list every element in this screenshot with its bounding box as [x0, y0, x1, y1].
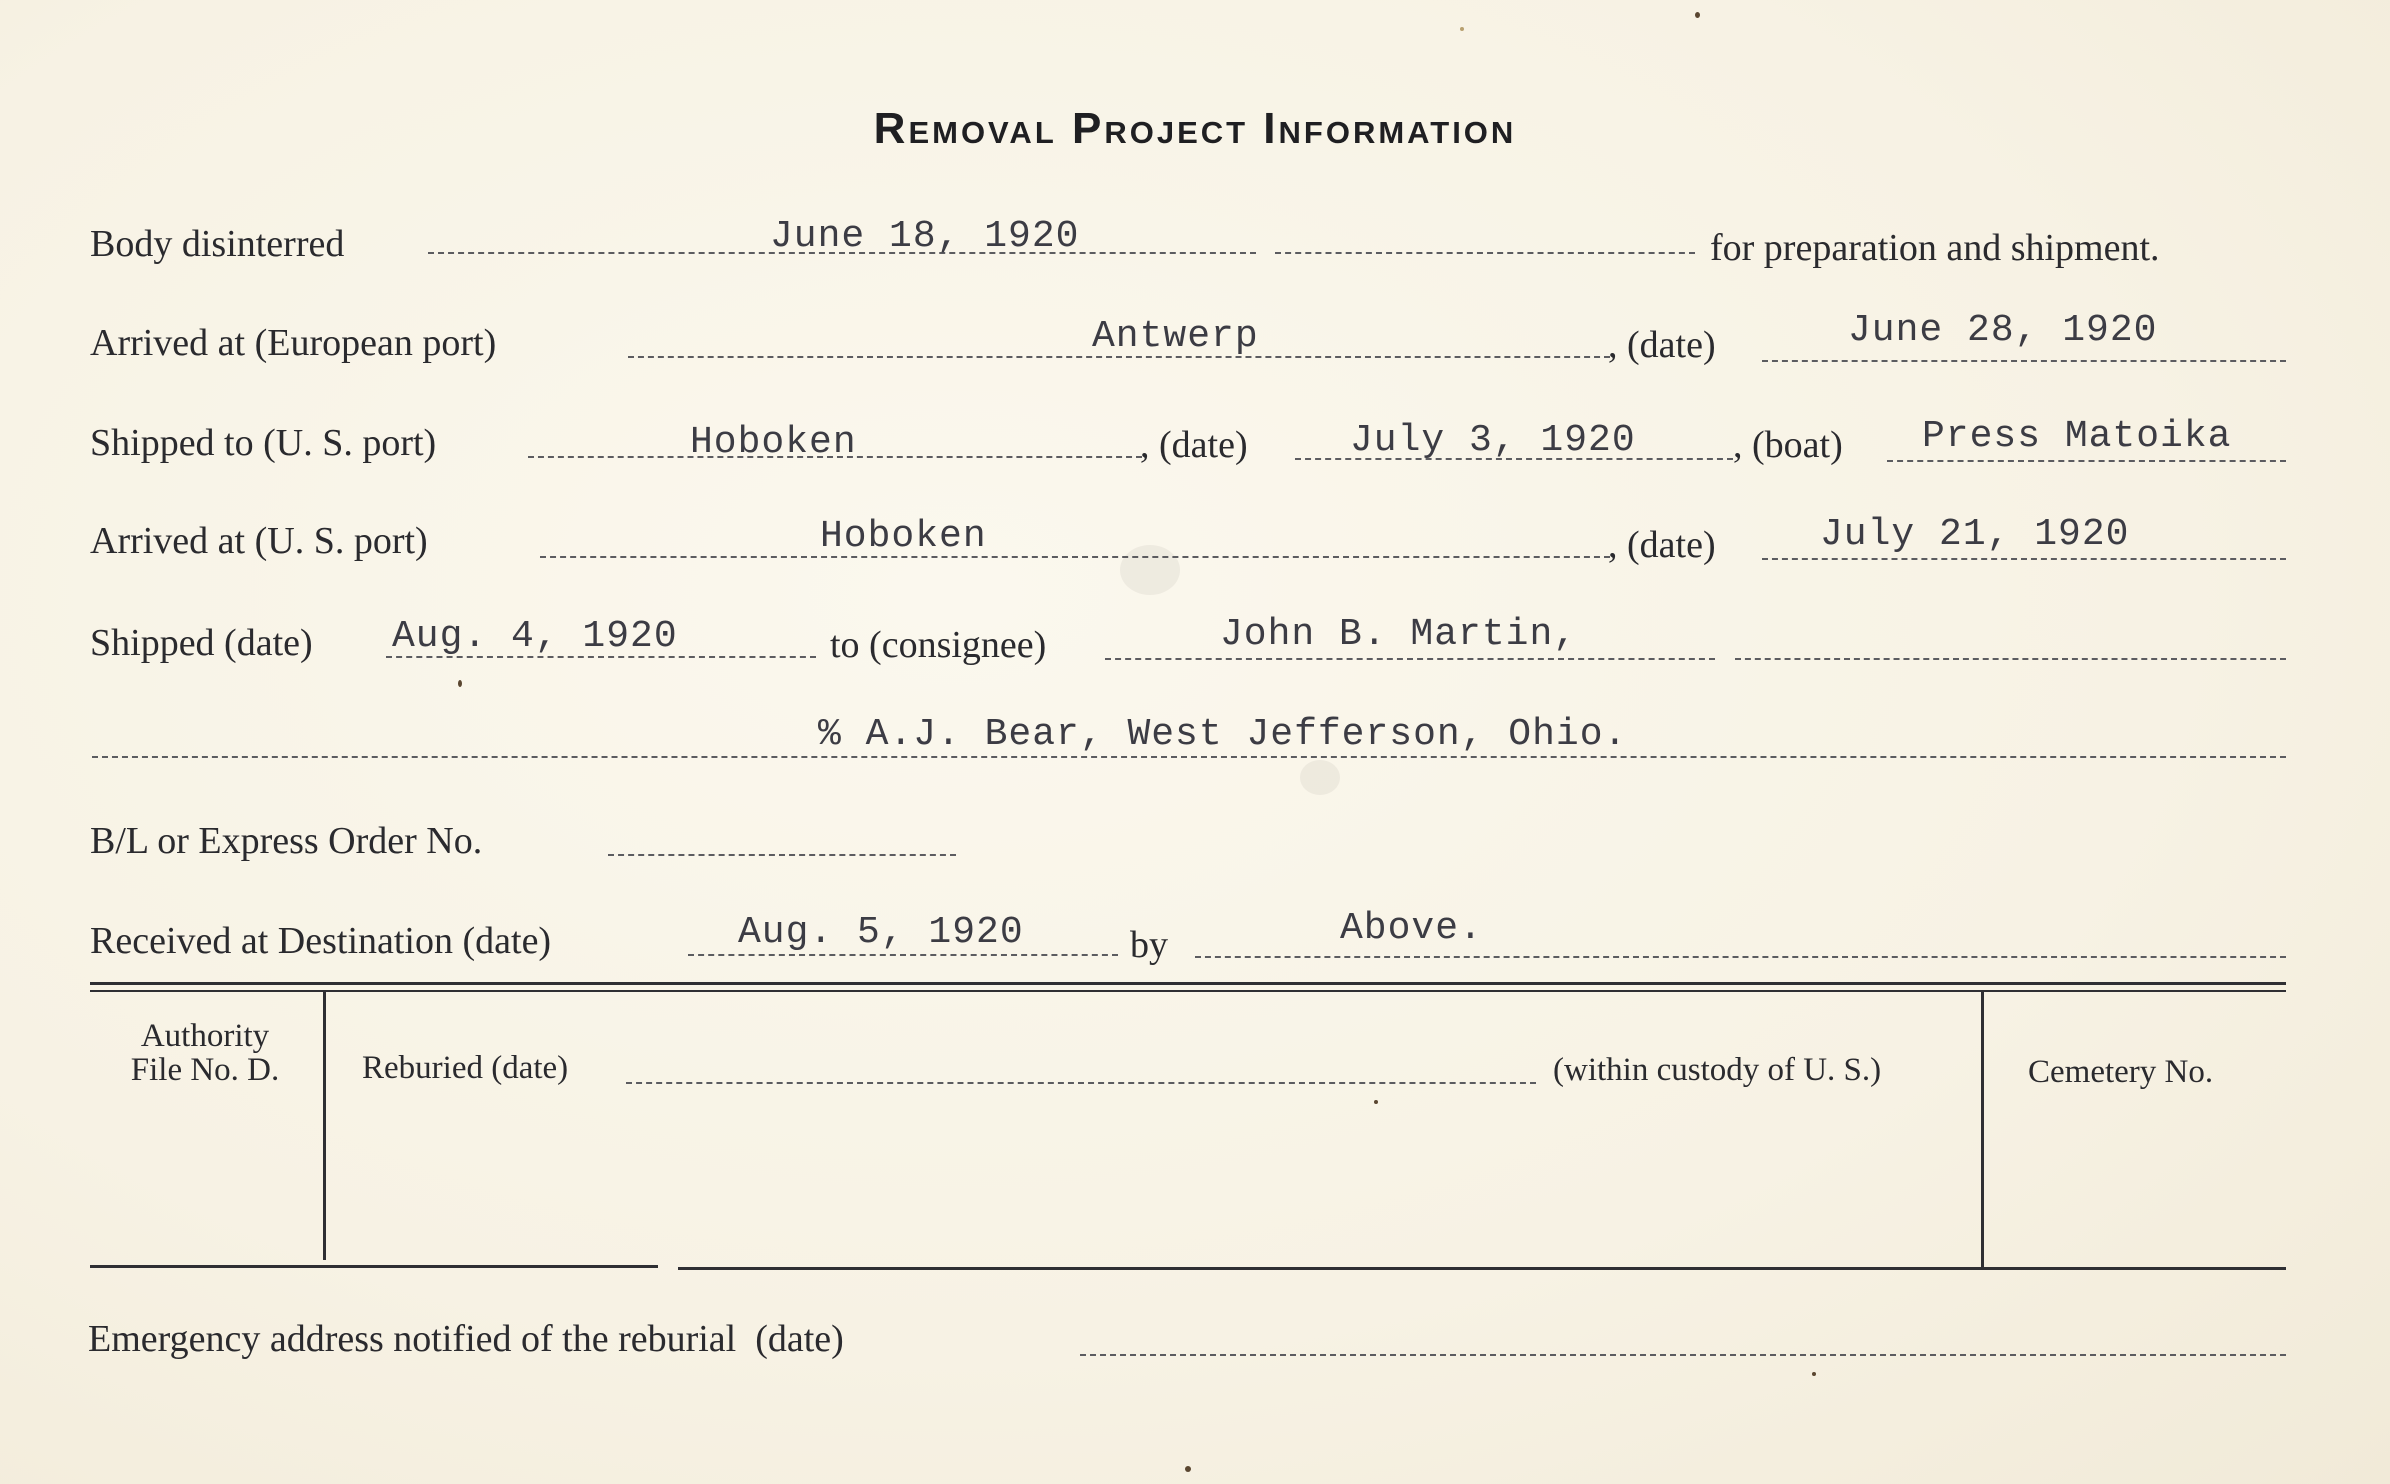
emergency-line	[1080, 1354, 2286, 1356]
consignee-value: John B. Martin,	[1220, 613, 1578, 656]
arrived-us-date-line	[1762, 558, 2286, 560]
shipped-us-boat-line	[1887, 460, 2286, 462]
table-bottom-rule-left	[90, 1265, 658, 1268]
authority-column-divider	[323, 992, 326, 1260]
emergency-label: Emergency address notified of the reburial (date)	[88, 1318, 844, 1360]
paper-speck	[1185, 1466, 1191, 1472]
arrived-european-date-value: June 28, 1920	[1848, 309, 2158, 352]
cemetery-label: Cemetery No.	[2028, 1054, 2214, 1090]
paper-smudge	[1300, 760, 1340, 795]
received-by-value: Above.	[1340, 907, 1483, 950]
table-top-rule-2	[90, 990, 2286, 992]
paper-smudge	[1120, 545, 1180, 595]
paper-speck	[1374, 1100, 1378, 1104]
table-bottom-rule-right	[678, 1267, 2286, 1270]
paper-speck	[458, 680, 462, 687]
received-by-label: by	[1130, 924, 1168, 966]
consignee-label: to (consignee)	[830, 624, 1047, 666]
body-disinterred-label: Body disinterred	[90, 223, 345, 265]
reburied-line	[626, 1082, 1536, 1084]
reburied-label: Reburied (date)	[362, 1050, 569, 1086]
arrived-us-port-line	[540, 556, 1610, 558]
body-disinterred-value: June 18, 1920	[770, 215, 1080, 258]
bl-order-line	[608, 854, 956, 856]
shipped-us-date-value: July 3, 1920	[1350, 419, 1636, 462]
shipped-us-boat-value: Press Matoika	[1922, 415, 2232, 458]
arrived-us-label: Arrived at (U. S. port)	[90, 520, 428, 562]
table-top-rule	[90, 982, 2286, 985]
consignee-address-value: % A.J. Bear, West Jefferson, Ohio.	[818, 713, 1628, 756]
consignee-line-2	[1735, 658, 2286, 660]
shipped-us-label: Shipped to (U. S. port)	[90, 422, 437, 464]
received-date-line	[688, 954, 1118, 956]
received-label: Received at Destination (date)	[90, 920, 552, 962]
arrived-european-date-label: , (date)	[1608, 324, 1716, 366]
arrived-us-date-label: , (date)	[1608, 524, 1716, 566]
paper-speck	[1695, 12, 1700, 18]
received-date-value: Aug. 5, 1920	[738, 911, 1024, 954]
custody-label: (within custody of U. S.)	[1553, 1052, 1882, 1088]
shipped-date-label: Shipped (date)	[90, 622, 313, 664]
body-disinterred-line-2	[1275, 252, 1695, 254]
arrived-european-date-line	[1762, 360, 2286, 362]
arrived-us-port-value: Hoboken	[820, 515, 987, 558]
shipped-us-boat-label: , (boat)	[1733, 424, 1843, 466]
paper-speck	[1812, 1372, 1816, 1376]
authority-label-1: Authority	[140, 1018, 270, 1054]
arrived-european-port-value: Antwerp	[1092, 315, 1259, 358]
body-disinterred-suffix: for preparation and shipment.	[1710, 227, 2160, 269]
paper-speck	[1460, 27, 1464, 31]
bl-order-label: B/L or Express Order No.	[90, 820, 483, 862]
consignee-line	[1105, 658, 1715, 660]
address-line	[92, 756, 2286, 758]
arrived-us-date-value: July 21, 1920	[1820, 513, 2130, 556]
shipped-date-value: Aug. 4, 1920	[392, 615, 678, 658]
arrived-european-label: Arrived at (European port)	[90, 322, 497, 364]
received-by-line	[1195, 956, 2286, 958]
shipped-us-port-value: Hoboken	[690, 421, 857, 464]
cemetery-column-divider	[1981, 992, 1984, 1270]
form-title: Removal Project Information	[873, 104, 1517, 153]
authority-label-2: File No. D.	[130, 1052, 280, 1088]
shipped-us-date-label: , (date)	[1140, 424, 1248, 466]
